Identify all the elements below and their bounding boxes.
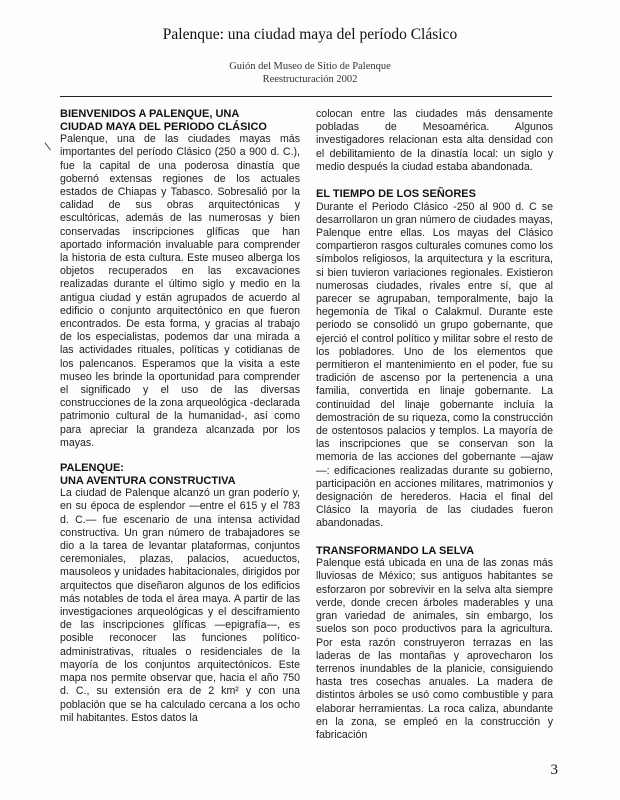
heading-line: CIUDAD MAYA DEL PERIODO CLÁSICO: [60, 120, 267, 133]
subtitle-museum: Guión del Museo de Sitio de Palenque: [229, 61, 391, 72]
heading-line: PALENQUE:: [60, 462, 124, 475]
section-body-aventura: La ciudad de Palenque alcanzó un gran poderío y, en su época de esplendor —entre el 615 y el 783 d. C.— fue escenario de una intensa actividad constructiva. Un gran número de trabajadores se dio a la tarea de levantar plataformas, conjuntos ceremoniales, plazas, palacios, acueductos, mausoleos y unidades habitacionales, dirigidos por arquitectos que diseñaron algunos de los edificios más notables de toda el área maya. A partir de las investigaciones arqueológicas y el desciframiento de las inscripciones glíficas —epigrafía—, es posible reconocer las funciones político-administrativas, rituales o residenciales de la mayoría de los conjuntos arquitectónicos. Este mapa nos permite observar que, hacia el año 750 d. C., su extensión era de 2 km² y con una población que se ha calculado cercana a los ocho mil habitantes. Estos datos la: [60, 487, 300, 724]
subtitle-revision: Reestructuración 2002: [262, 74, 358, 85]
section-spacer: [316, 531, 553, 545]
header-divider: [60, 96, 552, 97]
section-body-selva: Palenque está ubicada en una de las zonas más lluviosas de México; sus antiguos habitantes se esforzaron por sobrevivir en la selva alta siempre verde, donde crecen árboles maderables y una gran variedad de animales, sin embargo, los suelos son poco productivos para la agricultura. Por esta razón construyeron terrazas en las laderas de las montañas y aprovecharon los terrenos inundables de la planicie, consiguiendo hasta tres cosechas anuales. La madera de distintos árboles se usó como combustible y para elaborar herramientas. La roca caliza, abundante en la zona, se empleó en la construcción y fabricación: [316, 557, 553, 741]
page-number: 3: [550, 762, 558, 778]
page-title: Palenque: una ciudad maya del período Clásico: [162, 26, 458, 43]
heading-line: UNA AVENTURA CONSTRUCTIVA: [60, 474, 236, 487]
section-body-bienvenidos: Palenque, una de las ciudades mayas más importantes del período Clásico (250 a 900 d. C.), fue la capital de una poderosa dinastía que gobernó extensas regiones de los actuales estados de Chiapas y Tabasco. Sobresalió por la calidad de sus obras arquitectónicas y escultóricas, además de las numerosas y bien conservadas inscripciones glíficas que han aportado información invaluable para comprender la historia de esta cultura. Este museo alberga los objetos recuperados en las excavaciones realizadas durante el último siglo y medio en la antigua ciudad y están agrupados de acuerdo al edificio o conjunto arquitectónico en que fueron encontrados. De esta forma, y gracias al trabajo de los especialistas, podemos dar una mirada a las actividades rituales, políticas y cotidianas de los palencanos. Esperamos que la visita a este museo les brinde la oportunidad para comprender el significado y el uso de las diversas construcciones de la zona arqueológica -declarada patrimonio cultural de la humanidad-, así como para apreciar la grandeza alcanzada por los mayas.: [60, 133, 300, 449]
section-body-continuation: colocan entre las ciudades más densamente pobladas de Mesoamérica. Algunos investigadores relacionan esta alta densidad con el debilitamiento de la dinastía local: un siglo y medio después la ciudad estaba abandonada.: [316, 108, 553, 173]
section-body-senores: Durante el Periodo Clásico -250 al 900 d. C se desarrollaron un gran número de ciudades mayas, Palenque entre ellas. Los mayas del Clásico compartieron rasgos culturales comunes como los símbolos religiosos, la arquitectura y la escritura, si bien tuvieron variaciones regionales. Existieron numerosas ciudades, rivales entre sí, que al parecer se agrupaban, temporalmente, bajo la hegemonía de Tikal o Calakmul. Durante este periodo se consolidó un grupo gobernante, que ejerció el control político y militar sobre el resto de los pobladores. Uno de los elementos que permitieron el mantenimiento en el poder, fue su tradición de ascenso por la pertenencia a una familia, convertida en linaje gobernante. La continuidad del linaje gobernante incluía la demostración de su riqueza, como la construcción de ostentosos palacios y templos. La mayoría de las inscripciones que se conservan son la memoria de las acciones del gobernante —ajaw—: edificaciones realizadas durante su gobierno, participación en acciones militares, matrimonios y designación de herederos. Hacia el final del Clásico la mayoría de las ciudades fueron abandonadas.: [316, 200, 553, 530]
heading-line: BIENVENIDOS A PALENQUE, UNA: [60, 108, 240, 120]
page-subtitle: [0, 60, 620, 86]
section-heading-selva: TRANSFORMANDO LA SELVA: [316, 544, 475, 557]
left-column: [60, 108, 300, 725]
section-heading-senores: EL TIEMPO DE LOS SEÑORES: [316, 188, 476, 201]
right-column: [316, 108, 553, 742]
section-heading-aventura: [60, 462, 300, 487]
section-heading-bienvenidos: [60, 108, 300, 133]
margin-pen-mark: \: [43, 139, 52, 154]
section-spacer: [316, 174, 553, 188]
